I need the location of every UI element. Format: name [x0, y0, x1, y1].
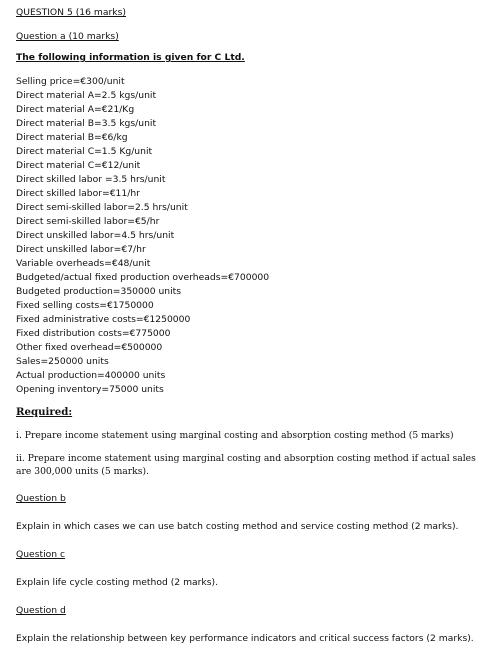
info-line: Direct material C=1.5 Kg/unit [16, 146, 153, 157]
info-line: Budgeted/actual fixed production overheads=€700000 [16, 272, 270, 283]
info-line: Direct material B=€6/kg [16, 132, 128, 143]
given-information-list [16, 75, 486, 397]
info-line: Fixed administrative costs=€1250000 [16, 314, 191, 325]
info-line: Fixed distribution costs=€775000 [16, 328, 171, 339]
question-b-title: Question b [16, 493, 66, 504]
info-line: Opening inventory=75000 units [16, 384, 164, 395]
info-line: Direct material A=€21/Kg [16, 104, 135, 115]
info-line: Actual production=400000 units [16, 370, 166, 381]
info-line: Variable overheads=€48/unit [16, 258, 151, 269]
question-a-title: Question a (10 marks) [16, 31, 119, 42]
info-line: Direct unskilled labor=4.5 hrs/unit [16, 230, 175, 241]
required-label: Required: [16, 406, 73, 418]
info-line: Direct material B=3.5 kgs/unit [16, 118, 157, 129]
info-line: Other fixed overhead=€500000 [16, 342, 163, 353]
info-line: Sales=250000 units [16, 356, 109, 367]
info-line: Direct skilled labor =3.5 hrs/unit [16, 174, 166, 185]
question-c-text: Explain life cycle costing method (2 marks). [16, 577, 219, 588]
info-line: Direct semi-skilled labor=2.5 hrs/unit [16, 202, 188, 213]
info-line: Direct unskilled labor=€7/hr [16, 244, 146, 255]
question-5-title: QUESTION 5 (16 marks) [16, 7, 126, 18]
info-line: Budgeted production=350000 units [16, 286, 182, 297]
info-line: Fixed selling costs=€1750000 [16, 300, 154, 311]
question-b-text: Explain in which cases we can use batch costing method and service costing method (2 marks). [16, 521, 459, 532]
info-line: Direct semi-skilled labor=€5/hr [16, 216, 160, 227]
info-line: Selling price=€300/unit [16, 76, 125, 87]
question-c-title: Question c [16, 549, 66, 560]
required-item-ii: ii. Prepare income statement using marginal costing and absorption costing method if actual sales are 300,000 units (5 marks). [16, 453, 476, 477]
question-d-title: Question d [16, 605, 66, 616]
document-page [16, 6, 486, 646]
required-item-i: i. Prepare income statement using marginal costing and absorption costing method (5 marks) [16, 430, 454, 441]
question-d-text: Explain the relationship between key performance indicators and critical success factors (2 marks). [16, 633, 474, 644]
question-a-intro: The following information is given for C Ltd. [16, 52, 245, 63]
info-line: Direct skilled labor=€11/hr [16, 188, 140, 199]
info-line: Direct material C=€12/unit [16, 160, 141, 171]
info-line: Direct material A=2.5 kgs/unit [16, 90, 157, 101]
